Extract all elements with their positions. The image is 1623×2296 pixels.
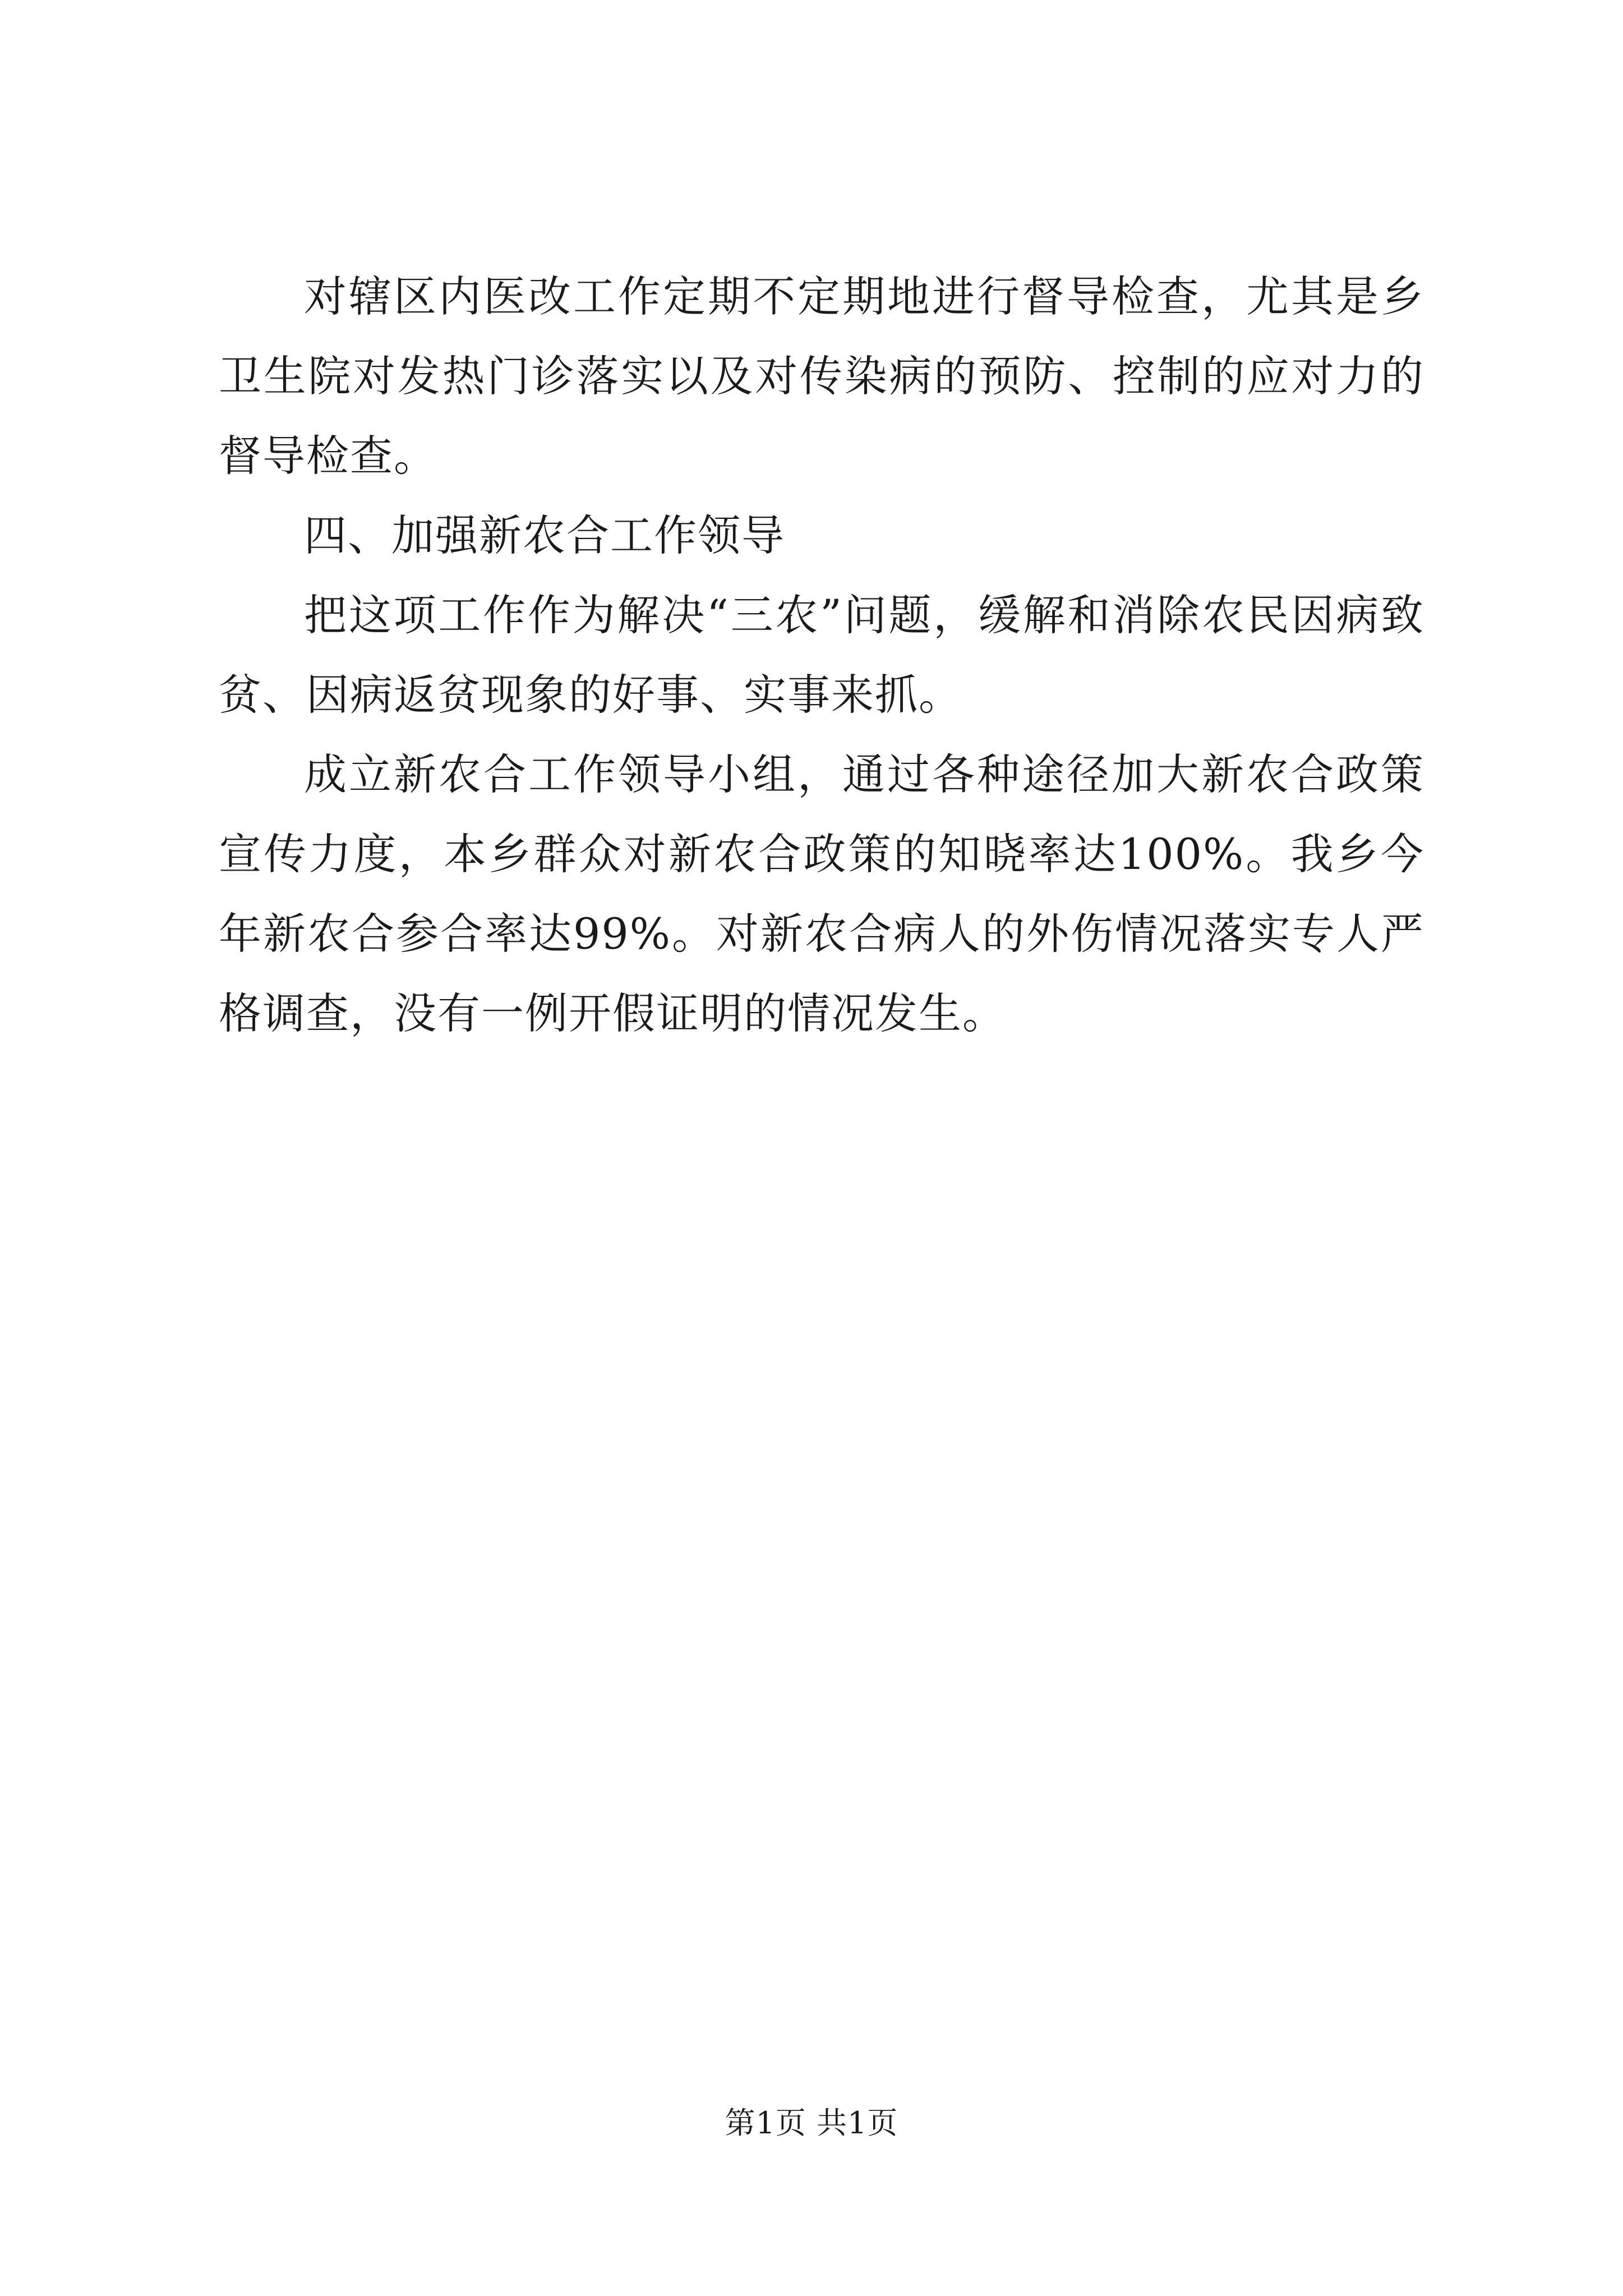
paragraph-supervision: 对辖区内医改工作定期不定期地进行督导检查，尤其是乡卫生院对发热门诊落实以及对传染病的预防、控制的应对力的督导检查。: [219, 272, 1424, 481]
paragraph-leadership-group: 成立新农合工作领导小组，通过各种途径加大新农合政策宣传力度，本乡群众对新农合政策的知晓率达100%。我乡今年新农合参合率达99%。对新农合病人的外伤情况落实专人严格调查，没有一例开假证明的情况发生。: [219, 749, 1424, 1038]
page-footer: 第1页 共1页: [725, 2105, 898, 2141]
section-heading-four: 四、加强新农合工作领导: [304, 510, 785, 560]
paragraph-three-rural: 把这项工作作为解决“三农”问题，缓解和消除农民因病致贫、因病返贫现象的好事、实事来抓。: [219, 590, 1424, 720]
document-body: [219, 257, 1424, 1053]
